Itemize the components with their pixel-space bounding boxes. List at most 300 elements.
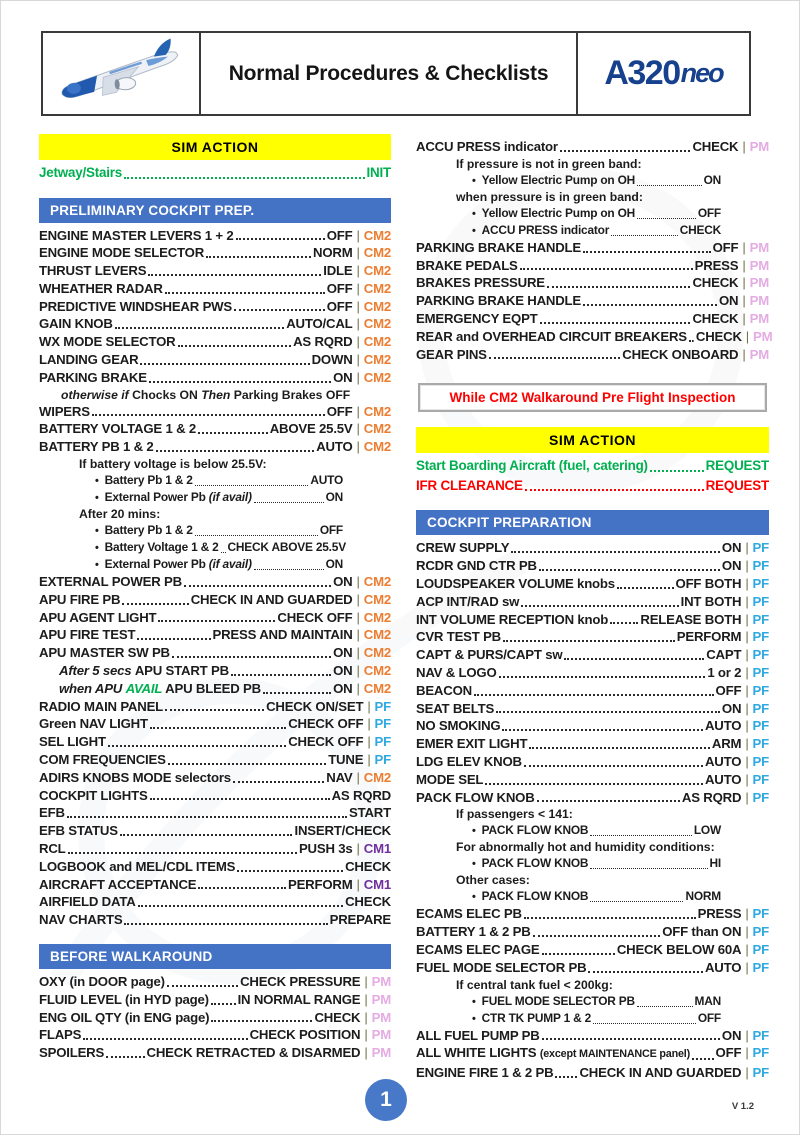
label-segment: ACP INT/RAD sw (416, 593, 520, 609)
right-column (416, 134, 773, 1082)
item-value: ARM (711, 736, 742, 752)
label-segment: (if avail) (208, 557, 252, 572)
label-segment: AVAIL (125, 680, 163, 696)
checklist-item (416, 239, 769, 257)
crew-role-label: CM2 (363, 439, 391, 455)
item-label (416, 539, 509, 557)
item-label (39, 227, 234, 245)
item-value: ON (718, 293, 739, 309)
item-value: ON (721, 1027, 742, 1043)
item-value: OFF (697, 205, 721, 220)
checklist-rows (39, 227, 391, 930)
crew-separator: | (745, 959, 749, 975)
dot-leader (211, 1003, 236, 1005)
crew-separator: | (745, 941, 749, 957)
crew-separator: | (356, 298, 360, 314)
crew-role-label: PF (752, 664, 769, 680)
crew-separator: | (742, 139, 746, 154)
item-label (59, 662, 229, 680)
label-segment: GAIN KNOB (39, 316, 113, 332)
label-segment: otherwise if (61, 387, 133, 402)
a320neo-plane-icon (51, 38, 191, 110)
item-label (416, 717, 500, 735)
bullet-marker: • (472, 858, 476, 871)
bullet-marker: • (472, 224, 476, 237)
item-value: ON (721, 700, 742, 716)
item-value: CHECK ABOVE 25.5V (227, 540, 346, 555)
dot-leader (108, 745, 286, 747)
crew-role-label: CM2 (363, 316, 391, 332)
dot-leader (124, 923, 327, 925)
checklist-item (416, 611, 769, 629)
checklist-item (416, 257, 769, 275)
label-segment: PACK FLOW KNOB (416, 789, 535, 805)
item-value: ON (333, 574, 353, 590)
dot-leader (555, 1076, 577, 1078)
label-segment: PARKING BRAKE HANDLE (416, 293, 581, 309)
crew-role-label: CM2 (363, 298, 391, 314)
checklist-item (39, 573, 391, 591)
label-segment: EFB STATUS (39, 823, 118, 839)
label-segment: ENGINE FIRE 1 & 2 PB (416, 1065, 554, 1081)
item-value: ON (721, 558, 742, 574)
item-value: PREPARE (329, 912, 391, 928)
item-value: CHECK (679, 222, 721, 237)
dot-leader (120, 834, 293, 836)
crew-role-label: CM2 (363, 627, 391, 643)
checklist-rows (416, 138, 773, 363)
checklist-item (416, 682, 769, 700)
item-value: 1 or 2 (707, 664, 742, 680)
label-segment: Green NAV LIGHT (39, 716, 148, 732)
label-segment: RADIO MAIN PANEL (39, 698, 164, 714)
crew-separator: | (364, 1045, 368, 1061)
bullet-marker: • (472, 174, 476, 187)
item-value: CHECK (692, 139, 739, 154)
checklist-subitem (416, 222, 721, 239)
checklist-subitem (416, 855, 721, 872)
checklist-item (39, 262, 391, 280)
checklist-item (39, 680, 391, 698)
logo-a320-text: A320 (604, 54, 680, 92)
item-value: OFF (712, 239, 739, 255)
dot-leader (689, 340, 694, 342)
crew-role-label: PF (752, 959, 769, 975)
label-segment: If central tank fuel < 200kg: (456, 977, 613, 992)
crew-role-label: CM2 (363, 369, 391, 385)
sim-action-label: Jetway/Stairs (39, 165, 123, 180)
item-value: OFF (326, 298, 353, 314)
crew-role-label: PF (752, 718, 769, 734)
crew-separator: | (364, 991, 368, 1007)
crew-separator: | (745, 906, 749, 922)
item-label (416, 310, 538, 328)
crew-role-label: PF (752, 629, 769, 645)
checklist-item (39, 626, 391, 644)
label-segment: PACK FLOW KNOB (481, 823, 589, 838)
crew-separator: | (356, 769, 360, 785)
item-value: AUTO (704, 771, 742, 787)
checklist-item (416, 328, 773, 346)
crew-role-label: CM2 (363, 403, 391, 419)
dot-leader (140, 363, 309, 365)
label-segment: WHEATHER RADAR (39, 280, 163, 296)
sim-action-line (416, 476, 769, 496)
crew-role-label: PM (749, 139, 769, 154)
item-value: AUTO/CAL (286, 316, 353, 332)
crew-separator: | (745, 1065, 749, 1081)
crew-role-label: PF (752, 1045, 769, 1061)
condition-note (39, 506, 391, 522)
label-segment: Yellow Electric Pump on OH (481, 172, 636, 187)
item-label (39, 333, 176, 351)
item-label (39, 591, 120, 609)
page-title: Normal Procedures & Checklists (228, 61, 549, 85)
dot-leader (236, 238, 325, 240)
checklist-subitem (416, 993, 721, 1010)
item-value: AS RQRD (331, 787, 391, 803)
item-label (482, 205, 635, 221)
item-label (416, 292, 581, 310)
dot-leader (149, 381, 331, 383)
item-value: CHECK (314, 1009, 361, 1025)
checklist-item (39, 858, 391, 876)
item-value: CHECK (695, 328, 742, 344)
crew-role-label: CM2 (363, 609, 391, 625)
dot-leader (92, 414, 325, 416)
item-label (39, 369, 147, 387)
item-label (416, 1044, 690, 1064)
item-label (39, 787, 148, 805)
label-segment: LOUDSPEAKER VOLUME knobs (416, 575, 615, 591)
item-label (39, 804, 65, 822)
crew-separator: | (356, 334, 360, 350)
crew-separator: | (745, 682, 749, 698)
item-value: CHECK (692, 310, 739, 326)
crew-role-label: PF (752, 1027, 769, 1043)
label-segment: PREDICTIVE WINDSHEAR PWS (39, 298, 233, 314)
label-segment: RCL (39, 841, 66, 857)
label-segment: After 20 mins: (79, 507, 161, 522)
item-label (39, 1009, 209, 1027)
crew-role-label: PM (371, 1009, 391, 1025)
dot-leader (237, 870, 343, 872)
checklist-item (39, 911, 391, 929)
item-label (39, 751, 166, 769)
checklist-item (39, 751, 391, 769)
item-value: OFF (715, 682, 742, 698)
item-label (105, 522, 193, 538)
label-segment: CVR TEST PB (416, 629, 501, 645)
label-segment: APU AGENT LIGHT (39, 609, 157, 625)
checklist-item (39, 280, 391, 298)
dot-leader (547, 286, 691, 288)
checklist-item (416, 771, 769, 789)
crew-separator: | (742, 310, 746, 326)
crew-separator: | (745, 718, 749, 734)
label-segment: NAV CHARTS (39, 912, 123, 928)
crew-role-label: CM2 (363, 680, 391, 696)
item-label (416, 664, 497, 682)
crew-separator: | (367, 752, 371, 768)
label-segment: BATTERY 1 & 2 PB (416, 924, 531, 940)
item-label (416, 1027, 540, 1045)
item-label (482, 1010, 591, 1026)
crew-role-label: PF (752, 575, 769, 591)
item-value: AUTO (310, 473, 343, 488)
item-value: CHECK IN AND GUARDED (579, 1065, 742, 1081)
item-value: OFF BOTH (675, 575, 742, 591)
crew-separator: | (356, 841, 360, 857)
checklist-item (39, 227, 391, 245)
crew-role-label: PM (371, 1045, 391, 1061)
label-segment: SEAT BELTS (416, 700, 495, 716)
item-value: ON (721, 540, 742, 556)
dot-leader (137, 638, 210, 640)
checklist-item (39, 662, 391, 680)
dot-leader (474, 694, 714, 696)
item-label (416, 274, 545, 292)
crew-separator: | (745, 1027, 749, 1043)
sim-action-value: REQUEST (705, 477, 769, 493)
dot-leader (148, 274, 321, 276)
item-label (416, 682, 472, 700)
document-header (41, 31, 751, 116)
checklist-item (416, 539, 769, 557)
item-label (416, 1064, 553, 1082)
item-label (39, 858, 235, 876)
dot-leader (485, 783, 703, 785)
sim-action-banner: SIM ACTION (416, 427, 769, 453)
checklist-subitem (416, 822, 721, 839)
checklist-item (39, 333, 391, 351)
crew-separator: | (745, 771, 749, 787)
label-segment: BRAKES PRESSURE (416, 275, 545, 291)
checklist-item (39, 369, 391, 387)
crew-role-label: PM (371, 1027, 391, 1043)
label-segment: EXTERNAL POWER PB (39, 574, 182, 590)
item-label (39, 698, 163, 716)
crew-role-label: PM (753, 328, 773, 344)
dot-leader (83, 1038, 247, 1040)
crew-role-label: PF (752, 593, 769, 609)
crew-role-label: CM1 (363, 876, 391, 892)
crew-separator: | (745, 736, 749, 752)
label-segment: Yellow Electric Pump on OH (481, 205, 636, 220)
crew-separator: | (745, 664, 749, 680)
item-label (39, 351, 138, 369)
checklist-subitem (39, 539, 346, 556)
item-value: CHECK OFF (277, 609, 353, 625)
label-segment: Chocks ON (132, 387, 202, 402)
dot-leader (233, 781, 324, 783)
bullet-marker: • (472, 825, 476, 838)
label-segment: REAR and OVERHEAD CIRCUIT BREAKERS (416, 328, 687, 344)
item-value: AS RQRD (293, 334, 353, 350)
item-label (416, 628, 501, 646)
item-label (416, 611, 608, 629)
dot-leader (150, 727, 286, 729)
label-segment: OXY (in DOOR page) (39, 974, 165, 989)
crew-separator: | (742, 257, 746, 273)
dot-leader (106, 1056, 144, 1058)
item-value: INT BOTH (680, 593, 742, 609)
label-segment: (except MAINTENANCE panel) (539, 1048, 691, 1061)
label-segment: APU FIRE PB (39, 591, 121, 607)
bullet-marker: • (95, 525, 99, 538)
dot-leader (525, 489, 704, 491)
dot-leader (511, 551, 720, 553)
title-box (201, 33, 578, 114)
item-value: CHECK RETRACTED & DISARMED (146, 1045, 361, 1061)
crew-separator: | (356, 352, 360, 368)
crew-separator: | (367, 698, 371, 714)
crew-role-label: PF (374, 698, 391, 714)
item-label (39, 911, 122, 929)
label-segment: WIPERS (39, 403, 90, 419)
dot-leader (499, 676, 706, 678)
crew-separator: | (742, 346, 746, 362)
bullet-marker: • (472, 891, 476, 904)
aircraft-photo (43, 33, 201, 114)
dot-leader (254, 502, 324, 503)
bullet-marker: • (95, 475, 99, 488)
item-value: ON (333, 645, 353, 661)
item-label (39, 244, 204, 262)
crew-role-label: PM (371, 974, 391, 989)
dot-leader (234, 309, 325, 311)
crew-role-label: CM2 (363, 421, 391, 437)
label-segment: CREW SUPPLY (416, 540, 510, 556)
crew-role-label: PM (749, 275, 769, 291)
crew-separator: | (364, 1027, 368, 1043)
crew-role-label: CM2 (363, 263, 391, 279)
dot-leader (206, 256, 311, 258)
section-banner: COCKPIT PREPARATION (416, 510, 769, 535)
crew-role-label: CM2 (363, 352, 391, 368)
item-label (39, 876, 196, 894)
crew-separator: | (356, 280, 360, 296)
item-label (39, 893, 136, 911)
dot-leader (524, 765, 703, 767)
label-segment: BRAKE PEDALS (416, 257, 518, 273)
crew-role-label: PF (752, 771, 769, 787)
item-value: CHECK PRESSURE (240, 974, 361, 989)
checklist-item (416, 1027, 769, 1045)
dot-leader (184, 585, 331, 587)
checklist-subitem (416, 172, 721, 189)
item-label (416, 700, 494, 718)
label-segment: AIRCRAFT ACCEPTANCE (39, 876, 197, 892)
item-value: START (349, 805, 391, 821)
crew-role-label: PM (749, 257, 769, 273)
item-value: CHECK (692, 275, 739, 291)
crew-role-label: CM2 (363, 245, 391, 261)
item-label (59, 680, 261, 698)
item-value: PERFORM (676, 629, 742, 645)
label-segment: INT VOLUME RECEPTION knob (416, 611, 609, 627)
checklist-subitem (416, 205, 721, 222)
checklist-item (39, 787, 391, 805)
item-label (39, 840, 66, 858)
dot-leader (198, 432, 268, 434)
checklist-item (39, 733, 391, 751)
item-label (482, 222, 609, 238)
label-segment: FLAPS (39, 1027, 82, 1043)
dot-leader (610, 622, 638, 624)
label-segment: GEAR PINS (416, 346, 487, 362)
crew-separator: | (356, 245, 360, 261)
crew-role-label: PF (752, 700, 769, 716)
item-label (39, 973, 165, 991)
label-segment: BEACON (416, 682, 472, 698)
checklist-subitem (39, 472, 343, 489)
label-segment: PARKING BRAKE HANDLE (416, 239, 581, 255)
dot-leader (564, 658, 704, 660)
crew-role-label: PF (752, 906, 769, 922)
label-segment: ECAMS ELEC PB (416, 906, 522, 922)
dot-leader (540, 322, 691, 324)
item-value: LOW (693, 823, 721, 838)
label-segment: CAPT & PURS/CAPT sw (416, 647, 563, 663)
dot-leader (167, 985, 238, 987)
item-value: CHECK OFF (288, 734, 364, 750)
dot-leader (122, 603, 188, 605)
crew-separator: | (356, 263, 360, 279)
checklist-item (39, 991, 391, 1009)
item-value: PUSH 3s (298, 841, 353, 857)
crew-separator: | (742, 239, 746, 255)
label-segment: External Power Pb (104, 557, 209, 572)
crew-separator: | (356, 421, 360, 437)
crew-separator: | (745, 700, 749, 716)
item-value: IDLE (323, 263, 353, 279)
label-segment: Other cases: (456, 873, 530, 888)
checklist-item (416, 1044, 769, 1064)
crew-role-label: PF (752, 924, 769, 940)
checklist-item (416, 628, 769, 646)
item-value: PERFORM (287, 876, 353, 892)
item-label (39, 733, 106, 751)
bullet-marker: • (95, 542, 99, 555)
label-segment: ALL FUEL PUMP PB (416, 1027, 540, 1043)
condition-note (416, 977, 769, 993)
crew-separator: | (356, 369, 360, 385)
checklist-item (39, 893, 391, 911)
dot-leader (502, 729, 703, 731)
crew-separator: | (356, 574, 360, 590)
crew-separator: | (745, 593, 749, 609)
label-segment: After 5 secs (59, 663, 135, 679)
item-label (39, 298, 232, 316)
item-label (39, 1044, 104, 1062)
dot-leader (542, 1038, 720, 1040)
crew-separator: | (364, 974, 368, 989)
crew-role-label: CM2 (363, 280, 391, 296)
dot-leader (590, 901, 683, 902)
item-value: OFF (326, 280, 353, 296)
label-segment: ACCU PRESS indicator (481, 222, 610, 237)
item-label (416, 257, 518, 275)
crew-separator: | (367, 734, 371, 750)
item-label (105, 489, 252, 505)
checklist-item (416, 310, 769, 328)
crew-separator: | (356, 609, 360, 625)
crew-separator: | (356, 627, 360, 643)
crew-separator: | (745, 558, 749, 574)
item-label (105, 472, 193, 488)
item-value: PRESS (697, 906, 742, 922)
